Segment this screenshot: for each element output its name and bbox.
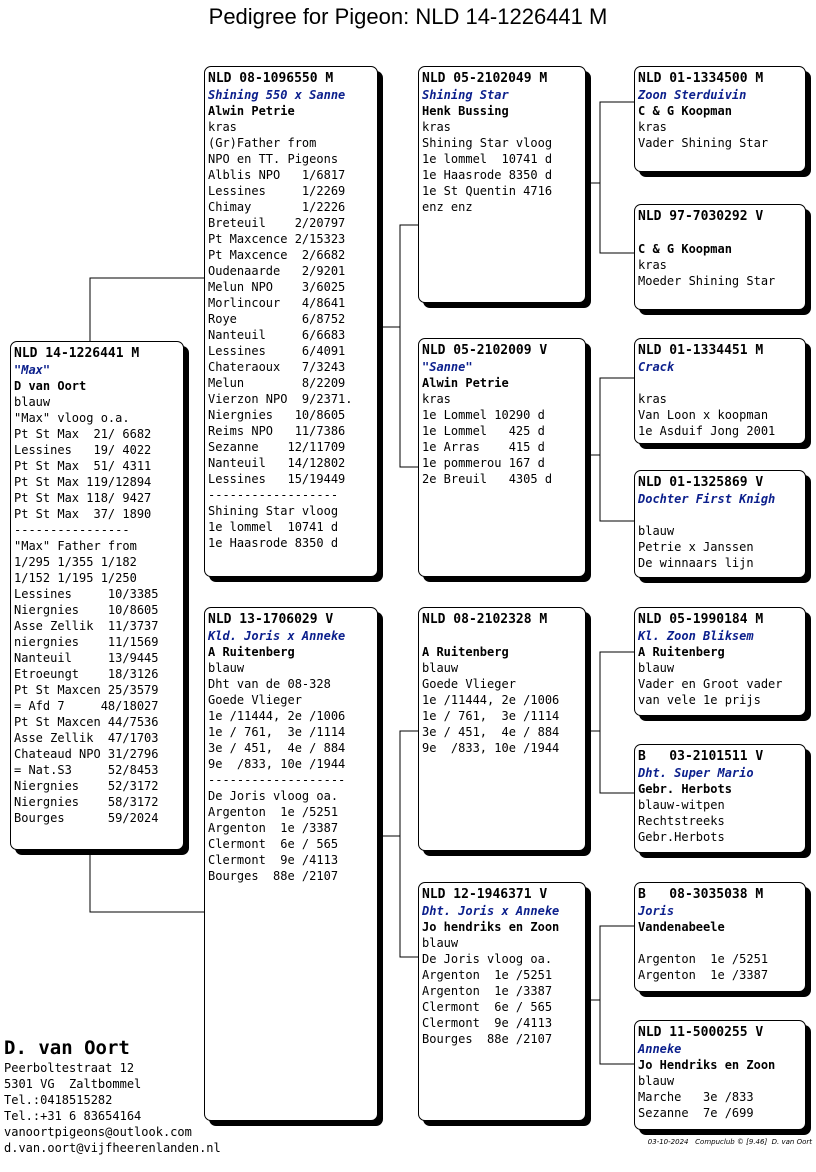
detail-line: Chimay 1/2226	[208, 200, 346, 214]
detail-line: Alblis NPO 1/6817	[208, 168, 346, 182]
detail-line: Dht van de 08-328	[208, 677, 331, 691]
card-details	[14, 394, 180, 826]
detail-line: Pt St Maxcen 44/7536	[14, 715, 159, 729]
detail-line: Argenton 1e /3387	[638, 968, 769, 982]
ring-number: NLD 05-2102049 M	[422, 71, 548, 86]
detail-line: Asse Zellik 11/3737	[14, 619, 159, 633]
detail-line: 1/152 1/195 1/250	[14, 571, 137, 585]
detail-line: Argenton 1e /5251	[422, 968, 553, 982]
owner-name: Alwin Petrie	[422, 376, 509, 390]
detail-line: 1e lommel 10741 d	[422, 152, 553, 166]
pigeon-card-maternal-grandmother[interactable]	[418, 882, 586, 1121]
pigeon-name: Anneke	[638, 1042, 682, 1056]
card-details	[422, 391, 582, 487]
detail-line: Niergnies 52/3172	[14, 779, 159, 793]
card-details	[208, 119, 374, 551]
detail-line: Pt St Max 37/ 1890	[14, 507, 152, 521]
pigeon-card-mmf[interactable]	[634, 882, 806, 992]
page-title: Pedigree for Pigeon: NLD 14-1226441 M	[208, 4, 608, 29]
detail-line: Moeder Shining Star	[638, 274, 776, 288]
detail-line: Vader Shining Star	[638, 136, 769, 150]
detail-line: blauw	[14, 395, 51, 409]
detail-line: Van Loon x koopman	[638, 408, 769, 422]
pigeon-card-maternal-grandfather[interactable]	[418, 607, 586, 851]
detail-line: Chateaud NPO 31/2796	[14, 747, 159, 761]
pigeon-name: Zoon Sterduivin	[638, 88, 747, 102]
pigeon-card-ffm[interactable]	[634, 204, 806, 310]
detail-line: Vierzon NPO 9/2371.	[208, 392, 353, 406]
ring-number: NLD 97-7030292 V	[638, 209, 764, 224]
detail-line: van vele 1e prijs	[638, 693, 761, 707]
ring-number: NLD 08-1096550 M	[208, 71, 334, 86]
pigeon-card-mmm[interactable]	[634, 1020, 806, 1130]
detail-line: niergnies 11/1569	[14, 635, 159, 649]
detail-line: Nanteuil 6/6683	[208, 328, 346, 342]
detail-line: Shining Star vloog	[422, 136, 553, 150]
detail-line: Oudenaarde 2/9201	[208, 264, 346, 278]
detail-line: kras	[422, 120, 451, 134]
detail-line: Pt Maxcence 2/6682	[208, 248, 346, 262]
ring-number: NLD 01-1334500 M	[638, 71, 764, 86]
detail-line: Bourges 59/2024	[14, 811, 159, 825]
owner-name: A Ruitenberg	[208, 645, 295, 659]
detail-line: Sezanne 12/11709	[208, 440, 346, 454]
breeder-name: D. van Oort	[4, 1037, 130, 1059]
detail-line: (Gr)Father from	[208, 136, 317, 150]
detail-line: blauw	[638, 661, 675, 675]
detail-line: enz enz	[422, 200, 473, 214]
owner-name: Jo hendriks en Zoon	[422, 920, 560, 934]
detail-line: blauw	[422, 936, 459, 950]
breeder-email-2[interactable]: d.van.oort@vijfheerenlanden.nl	[4, 1141, 221, 1155]
card-details	[422, 935, 582, 1047]
detail-line: = Afd 7 48/18027	[14, 699, 159, 713]
ring-number: NLD 12-1946371 V	[422, 887, 548, 902]
detail-line: Argenton 1e /3387	[422, 984, 553, 998]
ring-number: NLD 13-1706029 V	[208, 612, 334, 627]
detail-line: ------------------	[208, 488, 339, 502]
owner-name: Henk Bussing	[422, 104, 509, 118]
detail-line: Argenton 1e /3387	[208, 821, 339, 835]
detail-line: De Joris vloog oa.	[208, 789, 339, 803]
detail-line: 1e Haasrode 8350 d	[208, 536, 339, 550]
pigeon-card-fff[interactable]	[634, 66, 806, 172]
detail-line: blauw	[208, 661, 245, 675]
detail-line: 1e Asduif Jong 2001	[638, 424, 776, 438]
card-details	[638, 660, 802, 708]
detail-line: Bourges 88e /2107	[422, 1032, 553, 1046]
connector-mm-parents	[586, 926, 634, 1064]
pigeon-card-subject[interactable]	[10, 341, 184, 850]
card-details	[638, 391, 802, 439]
ring-number: B 03-2101511 V	[638, 749, 764, 764]
pigeon-name: Joris	[638, 904, 675, 918]
card-details	[638, 1073, 802, 1121]
owner-name: Alwin Petrie	[208, 104, 295, 118]
detail-line: Petrie x Janssen	[638, 540, 754, 554]
pigeon-name: Shining 550 x Sanne	[208, 88, 346, 102]
owner-name: C & G Koopman	[638, 104, 732, 118]
detail-line: Roye 6/8752	[208, 312, 346, 326]
detail-line: Shining Star vloog	[208, 504, 339, 518]
detail-line: blauw	[422, 661, 459, 675]
pigeon-name: Dochter First Knigh	[638, 492, 776, 506]
detail-line: Argenton 1e /5251	[208, 805, 339, 819]
detail-line: -------------------	[208, 773, 346, 787]
card-details	[422, 660, 582, 756]
owner-name: Jo Hendriks en Zoon	[638, 1058, 776, 1072]
detail-line: Goede Vlieger	[422, 677, 516, 691]
detail-line: 9e /833, 10e /1944	[208, 757, 346, 771]
detail-line: Pt St Max 51/ 4311	[14, 459, 152, 473]
owner-name: A Ruitenberg	[638, 645, 725, 659]
ring-number: NLD 01-1325869 V	[638, 475, 764, 490]
pigeon-name: Dht. Joris x Anneke	[422, 904, 560, 918]
detail-line: Etroeungt 18/3126	[14, 667, 159, 681]
detail-line: Niergnies 10/8605	[14, 603, 159, 617]
detail-line: Pt St Max 119/12894	[14, 475, 152, 489]
detail-line: Clermont 9e /4113	[208, 853, 339, 867]
ring-number: NLD 05-2102009 V	[422, 343, 548, 358]
ring-number: NLD 01-1334451 M	[638, 343, 764, 358]
detail-line: 1e / 761, 3e /1114	[422, 709, 560, 723]
detail-line: Bourges 88e /2107	[208, 869, 339, 883]
breeder-info	[4, 1036, 221, 1156]
detail-line: Gebr.Herbots	[638, 830, 725, 844]
detail-line: 1e Haasrode 8350 d	[422, 168, 553, 182]
detail-line: = Nat.S3 52/8453	[14, 763, 159, 777]
card-details	[422, 119, 582, 215]
detail-line: Clermont 6e / 565	[422, 1000, 553, 1014]
breeder-phone: Tel.:0418515282	[4, 1093, 113, 1107]
detail-line: 1e / 761, 3e /1114	[208, 725, 346, 739]
detail-line: Pt St Max 118/ 9427	[14, 491, 152, 505]
detail-line: Chateraoux 7/3243	[208, 360, 346, 374]
ring-number: NLD 11-5000255 V	[638, 1025, 764, 1040]
detail-line: Lessines 19/ 4022	[14, 443, 152, 457]
owner-name: D van Oort	[14, 379, 87, 393]
pigeon-name	[422, 628, 582, 644]
detail-line: Asse Zellik 47/1703	[14, 731, 159, 745]
detail-line: 1e St Quentin 4716	[422, 184, 553, 198]
detail-line: Clermont 6e / 565	[208, 837, 339, 851]
detail-line: Marche 3e /833	[638, 1090, 754, 1104]
detail-line: Lessines 1/2269	[208, 184, 346, 198]
detail-line: 1/295 1/355 1/182	[14, 555, 137, 569]
detail-line: 1e lommel 10741 d	[208, 520, 339, 534]
pigeon-name: Kl. Zoon Bliksem	[638, 629, 754, 643]
pigeon-card-paternal-grandmother[interactable]	[418, 338, 586, 577]
card-details	[638, 257, 802, 289]
detail-line: Morlincour 4/8641	[208, 296, 346, 310]
detail-line: Goede Vlieger	[208, 693, 302, 707]
breeder-city: 5301 VG Zaltbommel	[4, 1077, 142, 1091]
ring-number: NLD 05-1990184 M	[638, 612, 764, 627]
ring-number: NLD 08-2102328 M	[422, 612, 548, 627]
detail-line: "Max" vloog o.a.	[14, 411, 130, 425]
detail-line: 1e Arras 415 d	[422, 440, 545, 454]
connector-father-parents	[378, 225, 418, 467]
detail-line: 1e Lommel 425 d	[422, 424, 545, 438]
detail-line: Lessines 15/19449	[208, 472, 346, 486]
detail-line: Pt St Max 21/ 6682	[14, 427, 152, 441]
detail-line: kras	[638, 392, 667, 406]
pigeon-card-mfm[interactable]	[634, 744, 806, 853]
detail-line: Breteuil 2/20797	[208, 216, 346, 230]
pigeon-card-mother[interactable]	[204, 607, 378, 1121]
pigeon-name: Dht. Super Mario	[638, 766, 754, 780]
detail-line: Lessines 10/3385	[14, 587, 159, 601]
owner-name: A Ruitenberg	[422, 645, 509, 659]
pigeon-name: Crack	[638, 360, 675, 374]
connector-mother-parents	[378, 731, 418, 957]
detail-line: Melun 8/2209	[208, 376, 346, 390]
card-details	[208, 660, 374, 884]
pigeon-name: "Sanne"	[422, 360, 473, 374]
detail-line: 1e /11444, 2e /1006	[208, 709, 346, 723]
owner-name: C & G Koopman	[638, 242, 732, 256]
ring-number: B 08-3035038 M	[638, 887, 764, 902]
card-details	[638, 935, 802, 983]
detail-line: ----------------	[14, 523, 130, 537]
detail-line: 1e /11444, 2e /1006	[422, 693, 560, 707]
detail-line: Lessines 6/4091	[208, 344, 346, 358]
detail-line: Sezanne 7e /699	[638, 1106, 754, 1120]
pigeon-card-fmm[interactable]	[634, 470, 806, 578]
detail-line: Reims NPO 11/7386	[208, 424, 346, 438]
card-details	[638, 523, 802, 571]
detail-line: Clermont 9e /4113	[422, 1016, 553, 1030]
breeder-email[interactable]: vanoortpigeons@outlook.com	[4, 1125, 192, 1139]
detail-line: Pt Maxcence 2/15323	[208, 232, 346, 246]
ring-number: NLD 14-1226441 M	[14, 346, 140, 361]
pigeon-name: Kld. Joris x Anneke	[208, 629, 346, 643]
owner-name: Vandenabeele	[638, 920, 725, 934]
card-details	[638, 797, 802, 845]
detail-line: kras	[638, 120, 667, 134]
breeder-mobile: Tel.:+31 6 83654164	[4, 1109, 142, 1123]
connector-fm-parents	[586, 378, 634, 521]
owner-name	[638, 507, 802, 523]
detail-line: "Max" Father from	[14, 539, 137, 553]
pigeon-card-fmf[interactable]	[634, 338, 806, 444]
detail-line: blauw-witpen	[638, 798, 725, 812]
detail-line: blauw	[638, 1074, 675, 1088]
detail-line: Pt St Maxcen 25/3579	[14, 683, 159, 697]
card-details	[638, 119, 802, 151]
pigeon-name	[638, 225, 802, 241]
detail-line: 9e /833, 10e /1944	[422, 741, 560, 755]
detail-line: NPO en TT. Pigeons	[208, 152, 339, 166]
detail-line: Nanteuil 13/9445	[14, 651, 159, 665]
connector-subject-mother	[90, 850, 204, 912]
detail-line: Melun NPO 3/6025	[208, 280, 346, 294]
pigeon-name: "Max"	[14, 363, 51, 377]
owner-name: Gebr. Herbots	[638, 782, 732, 796]
detail-line: Vader en Groot vader	[638, 677, 783, 691]
detail-line: Rechtstreeks	[638, 814, 725, 828]
detail-line: Niergnies 10/8605	[208, 408, 346, 422]
detail-line: blauw	[638, 524, 675, 538]
pigeon-name: Shining Star	[422, 88, 509, 102]
detail-line: 3e / 451, 4e / 884	[422, 725, 560, 739]
connector-ff-parents	[586, 102, 634, 253]
detail-line: kras	[208, 120, 237, 134]
detail-line: Niergnies 58/3172	[14, 795, 159, 809]
detail-line: kras	[638, 258, 667, 272]
pigeon-card-mff[interactable]	[634, 607, 806, 716]
footer-credits: 03-10-2024 Compuclub © [9.46] D. van Oort	[647, 1138, 812, 1146]
detail-line: 2e Breuil 4305 d	[422, 472, 553, 486]
owner-name	[638, 375, 802, 391]
detail-line: De Joris vloog oa.	[422, 952, 553, 966]
detail-line: De winnaars lijn	[638, 556, 754, 570]
detail-line: kras	[422, 392, 451, 406]
detail-line: 3e / 451, 4e / 884	[208, 741, 346, 755]
pigeon-card-father[interactable]	[204, 66, 378, 577]
pigeon-card-paternal-grandfather[interactable]	[418, 66, 586, 303]
connector-subject-father	[90, 278, 204, 341]
detail-line: Nanteuil 14/12802	[208, 456, 346, 470]
detail-line	[638, 935, 802, 951]
connector-mf-parents	[586, 652, 634, 793]
detail-line: 1e Lommel 10290 d	[422, 408, 545, 422]
detail-line: Argenton 1e /5251	[638, 952, 769, 966]
breeder-street: Peerboltestraat 12	[4, 1061, 135, 1075]
detail-line: 1e pommerou 167 d	[422, 456, 545, 470]
